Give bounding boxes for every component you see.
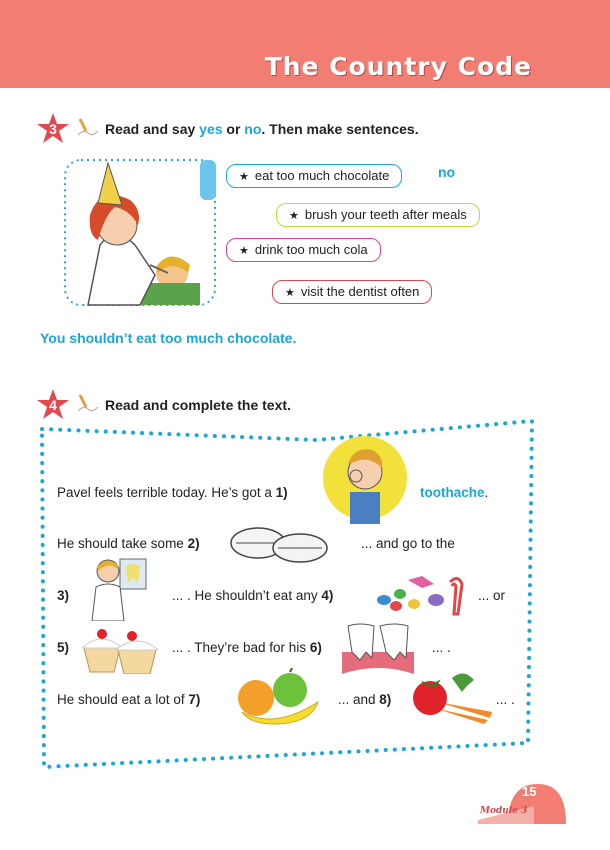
text-line-1-answer: toothache. (420, 485, 489, 500)
dentist-illustration (60, 155, 220, 310)
header-band (0, 0, 610, 88)
exercise-4-instruction: Read and complete the text. (105, 397, 291, 413)
text-line-3: ... . He shouldn’t eat any 4) (172, 588, 334, 603)
cakes-picture (82, 624, 158, 674)
text-line-5: He should eat a lot of 7) (57, 692, 201, 707)
phrase-pill-1: ★ eat too much chocolate (226, 164, 402, 188)
exercise-3-instruction: Read and say yes or no. Then make sentences. (105, 121, 419, 137)
pencil-icon (76, 117, 100, 137)
answer-no: no (438, 164, 456, 180)
text-line-1: Pavel feels terrible today. He’s got a 1) (57, 485, 288, 500)
teeth-picture (340, 622, 416, 678)
dentist-picture (86, 555, 148, 621)
pencil-icon (76, 393, 100, 413)
page-number: 15 (522, 784, 537, 799)
text-line-5-mid: ... and 8) (338, 692, 392, 707)
text-line-5-end: ... . (496, 692, 515, 707)
star-icon: ★ (289, 210, 299, 222)
text-line-2: He should take some 2) (57, 536, 200, 551)
text-line-4-end: ... . (432, 640, 451, 655)
phrase-pill-3: ★ drink too much cola (226, 238, 381, 262)
module-label: Module 3 (480, 806, 528, 816)
phrase-pill-2: ★ brush your teeth after meals (276, 203, 480, 227)
phrase-pill-4: ★ visit the dentist often (272, 280, 432, 304)
text-line-4-num: 5) (57, 640, 70, 655)
fruit-picture (234, 668, 322, 726)
text-line-2-end: ... and go to the (361, 536, 455, 551)
vegetables-picture (408, 668, 494, 726)
text-line-3-num: 3) (57, 588, 70, 603)
sweets-picture (374, 570, 466, 616)
exercise-4-number: 4 (49, 397, 57, 413)
star-icon: ★ (285, 287, 295, 299)
pills-picture (228, 523, 330, 565)
page-title: The Country Code (264, 52, 532, 81)
exercise-3-number: 3 (49, 121, 57, 137)
boy-toothache-picture (322, 432, 408, 524)
text-line-4: ... . They’re bad for his 6) (172, 640, 322, 655)
star-icon: ★ (239, 171, 249, 183)
text-line-3-end: ... or (478, 588, 506, 603)
star-icon: ★ (239, 245, 249, 257)
example-sentence: You shouldn’t eat too much chocolate. (40, 330, 297, 346)
